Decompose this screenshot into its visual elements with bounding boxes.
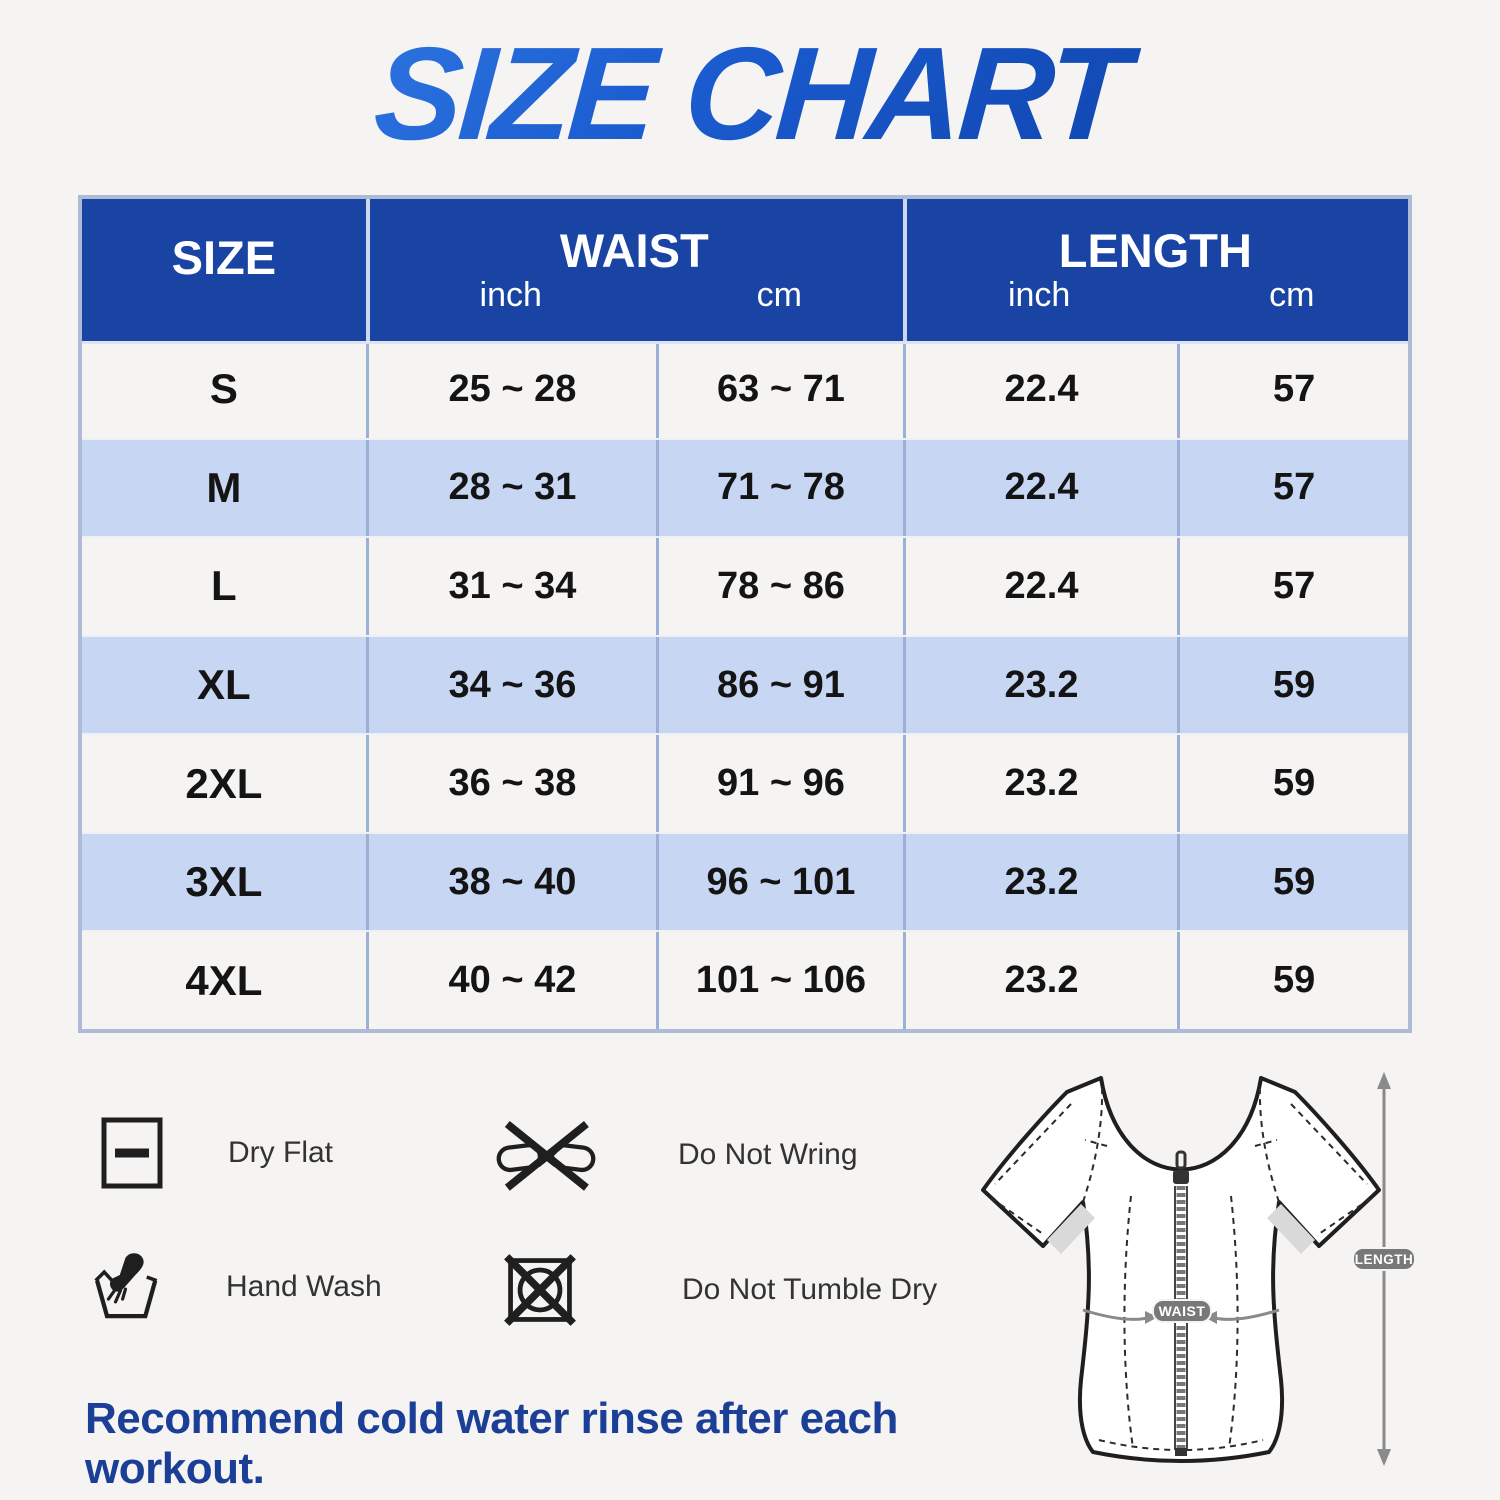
length-inch-cell: 23.2 xyxy=(903,932,1177,1029)
unit-label-length-inch: inch xyxy=(1007,276,1071,314)
waist-units-row xyxy=(366,274,903,341)
size-cell: 2XL xyxy=(185,759,263,807)
length-cm-cell: 57 xyxy=(1177,538,1408,635)
dry-flat-icon xyxy=(100,1116,164,1190)
table-body xyxy=(82,341,1408,1029)
length-cm-cell: 59 xyxy=(1177,735,1408,832)
size-cell: 4XL xyxy=(185,956,263,1004)
do-not-wring-icon xyxy=(490,1112,602,1198)
table-row xyxy=(82,733,1408,832)
column-header-waist: WAIST xyxy=(559,224,709,277)
waist-inch-cell: 36 ~ 38 xyxy=(366,735,656,832)
care-item-do-not-wring xyxy=(490,1112,858,1198)
length-badge xyxy=(1353,1248,1415,1270)
length-badge-label: LENGTH xyxy=(1354,1252,1414,1267)
size-cell: L xyxy=(211,562,237,610)
header-divider xyxy=(903,199,907,341)
waist-inch-cell: 38 ~ 40 xyxy=(366,834,656,931)
care-item-do-not-tumble-dry xyxy=(502,1252,937,1328)
waist-cm-cell: 96 ~ 101 xyxy=(656,834,903,931)
waist-badge-label: WAIST xyxy=(1158,1303,1206,1319)
length-inch-cell: 22.4 xyxy=(903,538,1177,635)
length-cm-cell: 57 xyxy=(1177,341,1408,438)
waist-cm-cell: 91 ~ 96 xyxy=(656,735,903,832)
care-label: Dry Flat xyxy=(228,1136,333,1169)
column-header-length: LENGTH xyxy=(1058,224,1252,277)
care-item-hand-wash xyxy=(90,1248,382,1326)
table-header xyxy=(82,199,1408,341)
length-inch-cell: 22.4 xyxy=(903,341,1177,438)
length-inch-cell: 23.2 xyxy=(903,735,1177,832)
length-cm-cell: 59 xyxy=(1177,932,1408,1029)
length-cm-cell: 59 xyxy=(1177,834,1408,931)
length-inch-cell: 23.2 xyxy=(903,834,1177,931)
care-note: Recommend cold water rinse after each workout. xyxy=(85,1394,898,1493)
care-label: Do Not Tumble Dry xyxy=(682,1273,938,1306)
waist-inch-cell: 31 ~ 34 xyxy=(366,538,656,635)
size-cell: S xyxy=(209,365,238,413)
header-underline xyxy=(82,341,1408,344)
table-row xyxy=(82,341,1408,438)
length-units-row xyxy=(903,274,1408,341)
waist-cm-cell: 78 ~ 86 xyxy=(656,538,903,635)
care-label: Do Not Wring xyxy=(678,1138,858,1171)
table-row xyxy=(82,438,1408,537)
care-label: Hand Wash xyxy=(226,1270,382,1303)
length-cm-cell: 57 xyxy=(1177,440,1408,537)
waist-badge xyxy=(1153,1300,1211,1322)
size-cell: XL xyxy=(197,661,251,709)
size-cell: 3XL xyxy=(185,858,263,906)
hand-wash-icon xyxy=(90,1248,168,1326)
table-row xyxy=(82,832,1408,931)
care-item-dry-flat xyxy=(100,1116,333,1190)
waist-cm-cell: 71 ~ 78 xyxy=(656,440,903,537)
length-cm-cell: 59 xyxy=(1177,637,1408,734)
waist-cm-cell: 63 ~ 71 xyxy=(656,341,903,438)
unit-label-waist-inch: inch xyxy=(479,276,542,314)
table-row xyxy=(82,930,1408,1029)
size-cell: M xyxy=(206,463,242,511)
waist-inch-cell: 34 ~ 36 xyxy=(366,637,656,734)
do-not-tumble-dry-icon xyxy=(502,1252,578,1328)
waist-cm-cell: 101 ~ 106 xyxy=(656,932,903,1029)
length-inch-cell: 23.2 xyxy=(903,637,1177,734)
waist-inch-cell: 25 ~ 28 xyxy=(366,341,656,438)
table-row xyxy=(82,536,1408,635)
waist-cm-cell: 86 ~ 91 xyxy=(656,637,903,734)
waist-inch-cell: 28 ~ 31 xyxy=(366,440,656,537)
unit-label-length-cm: cm xyxy=(1269,276,1315,314)
waist-inch-cell: 40 ~ 42 xyxy=(366,932,656,1029)
table-row xyxy=(82,635,1408,734)
page-title: SIZE CHART xyxy=(0,18,1500,169)
header-divider xyxy=(366,199,370,341)
unit-label-waist-cm: cm xyxy=(756,276,802,314)
size-table xyxy=(78,195,1412,1033)
length-inch-cell: 22.4 xyxy=(903,440,1177,537)
column-header-size: SIZE xyxy=(171,230,277,284)
